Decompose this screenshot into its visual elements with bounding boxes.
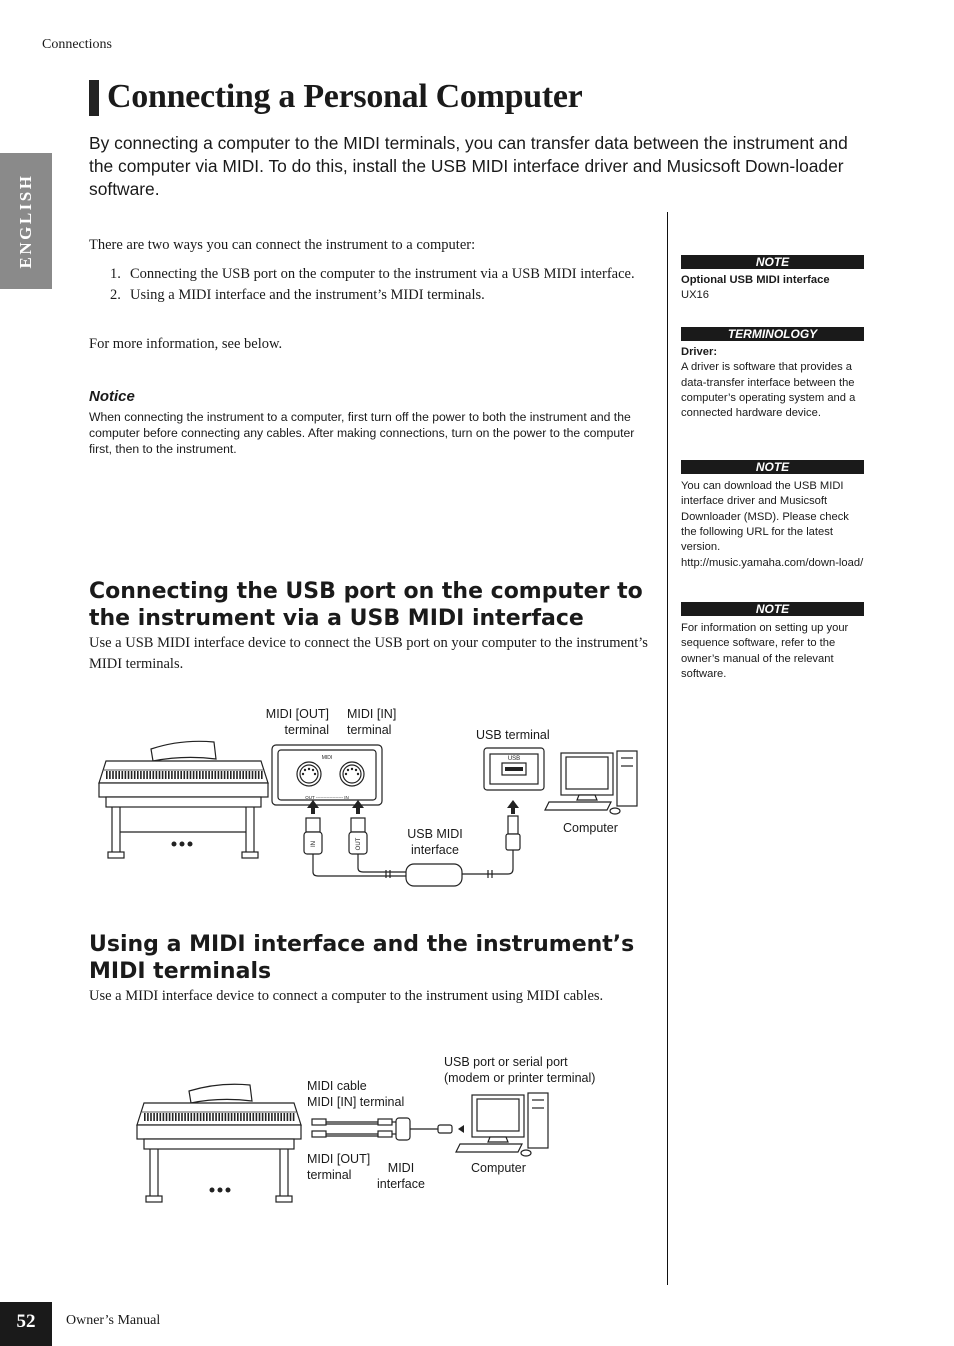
piano-key-mark <box>172 1113 174 1121</box>
piano-key-mark <box>274 1113 276 1121</box>
piano-key-mark <box>261 771 263 779</box>
list-number: 1. <box>110 266 121 282</box>
note-1-text: UX16 <box>681 289 709 302</box>
piano-key-mark <box>137 771 139 779</box>
piano-key-mark <box>268 1113 270 1121</box>
piano-key-mark <box>277 1113 279 1121</box>
piano-key-mark <box>284 1113 286 1121</box>
piano-key-mark <box>293 1113 295 1121</box>
piano-key-mark <box>258 771 260 779</box>
piano-key-mark <box>218 771 220 779</box>
running-head: Connections <box>42 37 112 52</box>
piano-key-mark <box>194 1113 196 1121</box>
piano-key-mark <box>215 1113 217 1121</box>
computer-illustration-2 <box>452 1090 552 1162</box>
piano-key-mark <box>149 771 151 779</box>
piano-key-mark <box>156 771 158 779</box>
piano-key-mark <box>206 1113 208 1121</box>
piano-key-mark <box>233 771 235 779</box>
computer-label: Computer <box>563 821 618 835</box>
piano-key-mark <box>125 771 127 779</box>
piano-key-mark <box>122 771 124 779</box>
piano-key-mark <box>165 771 167 779</box>
piano-key-mark <box>193 771 195 779</box>
piano-key-mark <box>249 771 251 779</box>
piano-key-mark <box>177 771 179 779</box>
note-1-title: Optional USB MIDI interface <box>681 274 830 286</box>
note-1-body <box>681 273 867 304</box>
panel-midi-text: MIDI <box>321 755 333 761</box>
computer-illustration <box>541 748 641 818</box>
list-item <box>110 285 640 306</box>
piano-key-mark <box>252 771 254 779</box>
usb-port-label: USB port or serial port (modem or printer terminal) <box>444 1055 596 1085</box>
piano-key-mark <box>112 771 114 779</box>
piano-key-mark <box>153 771 155 779</box>
piano-key-mark <box>224 771 226 779</box>
piano-key-mark <box>234 1113 236 1121</box>
piano-key-mark <box>227 771 229 779</box>
piano-key-mark <box>166 1113 168 1121</box>
piano-key-mark <box>115 771 117 779</box>
piano-key-mark <box>222 1113 224 1121</box>
piano-key-mark <box>146 771 148 779</box>
usb-panel <box>484 748 544 790</box>
piano-key-mark <box>221 771 223 779</box>
piano-key-mark <box>242 771 244 779</box>
page-title: Connecting a Personal Computer <box>107 78 583 115</box>
panel-usb-text: USB <box>507 756 521 762</box>
piano-key-mark <box>231 1113 233 1121</box>
piano-key-mark <box>128 771 130 779</box>
terminology-body <box>681 345 867 421</box>
piano-key-mark <box>271 1113 273 1121</box>
piano-key-mark <box>160 1113 162 1121</box>
piano-key-mark <box>134 771 136 779</box>
piano-key-mark <box>211 771 213 779</box>
ways-intro: There are two ways you can connect the instrument to a computer: <box>89 237 476 253</box>
piano-key-mark <box>265 1113 267 1121</box>
piano-key-mark <box>259 1113 261 1121</box>
midi-interface-label: MIDI interface <box>377 1161 425 1191</box>
piano-illustration-2 <box>134 1081 309 1206</box>
piano-key-mark <box>209 1113 211 1121</box>
intro-paragraph: By connecting a computer to the MIDI terminals, you can transfer data between the instrument and the computer via MIDI. To do this, install the USB MIDI interface driver and Musicsoft Down-loader software. <box>89 133 848 199</box>
plug-out-text: OUT <box>356 837 362 851</box>
piano-key-mark <box>168 771 170 779</box>
piano-key-mark <box>140 771 142 779</box>
piano-key-mark <box>191 1113 193 1121</box>
piano-key-mark <box>150 1113 152 1121</box>
midi-panel <box>272 745 382 805</box>
note-label-3: NOTE <box>681 602 864 616</box>
piano-key-mark <box>180 771 182 779</box>
piano-key-mark <box>153 1113 155 1121</box>
piano-key-mark <box>253 1113 255 1121</box>
piano-key-mark <box>255 771 257 779</box>
piano-key-mark <box>256 1113 258 1121</box>
piano-key-mark <box>175 1113 177 1121</box>
piano-key-mark <box>196 771 198 779</box>
language-tab <box>0 153 52 289</box>
piano-key-mark <box>228 1113 230 1121</box>
piano-key-mark <box>212 1113 214 1121</box>
piano-key-mark <box>187 771 189 779</box>
piano-key-mark <box>243 1113 245 1121</box>
usb-midi-interface-label: USB MIDI interface <box>407 827 463 857</box>
piano-key-mark <box>156 1113 158 1121</box>
footer-manual: Owner’s Manual <box>66 1313 161 1328</box>
terminology-label: TERMINOLOGY <box>681 327 864 341</box>
midi-out-label-2: MIDI [OUT] terminal <box>307 1152 371 1182</box>
title-bar-marker <box>89 80 99 116</box>
piano-key-mark <box>218 1113 220 1121</box>
midi-in-label: MIDI [IN] terminal <box>347 707 397 737</box>
piano-key-mark <box>178 1113 180 1121</box>
piano-key-mark <box>187 1113 189 1121</box>
piano-illustration <box>96 737 276 862</box>
piano-key-mark <box>174 771 176 779</box>
midi-cable-diagram <box>312 1115 472 1145</box>
piano-key-mark <box>184 1113 186 1121</box>
piano-key-mark <box>184 771 186 779</box>
piano-key-mark <box>159 771 161 779</box>
midi-cable-label: MIDI cable MIDI [IN] terminal <box>307 1079 405 1109</box>
column-divider <box>667 212 668 1285</box>
piano-key-mark <box>203 1113 205 1121</box>
piano-key-mark <box>236 771 238 779</box>
piano-key-mark <box>205 771 207 779</box>
list-text: Using a MIDI interface and the instrument’s MIDI terminals. <box>130 287 485 303</box>
piano-key-mark <box>190 771 192 779</box>
piano-key-mark <box>246 1113 248 1121</box>
midi-section-body: Use a MIDI interface device to connect a computer to the instrument using MIDI cables. <box>89 988 604 1004</box>
piano-key-mark <box>199 771 201 779</box>
language-tab-label: ENGLISH <box>16 173 35 269</box>
note-2-text: You can download the USB MIDI interface driver and Musicsoft Downloader (MSD). Please check the following URL for the latest version. <box>681 480 849 554</box>
piano-key-mark <box>181 1113 183 1121</box>
piano-key-mark <box>106 771 108 779</box>
note-label-2: NOTE <box>681 460 864 474</box>
panel-out-in-text: OUT ------------------ IN <box>305 795 349 800</box>
piano-key-mark <box>143 771 145 779</box>
piano-key-mark <box>197 1113 199 1121</box>
terminology-text: A driver is software that provides a data-transfer interface between the computer’s operating system and a connected hardware device. <box>681 361 856 420</box>
piano-key-mark <box>163 1113 165 1121</box>
piano-key-mark <box>287 1113 289 1121</box>
piano-key-mark <box>162 771 164 779</box>
piano-key-mark <box>215 771 217 779</box>
note-2-body <box>681 479 867 572</box>
piano-key-mark <box>200 1113 202 1121</box>
computer-label-2: Computer <box>471 1161 526 1175</box>
piano-key-mark <box>230 771 232 779</box>
piano-key-mark <box>246 771 248 779</box>
piano-key-mark <box>118 771 120 779</box>
notice-body: When connecting the instrument to a computer, first turn off the power to both the instrument and the computer before connecting any cables. After making connections, turn on the power to the computer first, then to the instrument. <box>89 410 635 456</box>
usb-cable-diagram <box>296 798 536 888</box>
piano-key-mark <box>169 1113 171 1121</box>
list-number: 2. <box>110 287 121 303</box>
piano-key-mark <box>131 771 133 779</box>
download-url: http://music.yamaha.com/down-load/ <box>681 557 864 570</box>
piano-key-mark <box>240 1113 242 1121</box>
midi-out-label: MIDI [OUT] terminal <box>265 707 329 737</box>
piano-key-mark <box>144 1113 146 1121</box>
piano-key-mark <box>249 1113 251 1121</box>
list-text: Connecting the USB port on the computer to the instrument via a USB MIDI interface. <box>130 266 635 282</box>
piano-key-mark <box>280 1113 282 1121</box>
piano-key-mark <box>147 1113 149 1121</box>
terminology-title: Driver: <box>681 346 718 358</box>
piano-key-mark <box>202 771 204 779</box>
piano-key-mark <box>171 771 173 779</box>
piano-key-mark <box>290 1113 292 1121</box>
page-number: 52 <box>16 1311 36 1332</box>
midi-section-heading: Using a MIDI interface and the instrument’s MIDI terminals <box>89 932 635 984</box>
piano-key-mark <box>239 771 241 779</box>
note-3-body: For information on setting up your sequence software, refer to the owner’s manual of the relevant software. <box>681 622 849 680</box>
list-item <box>110 264 640 285</box>
plug-in-text: IN <box>311 841 317 847</box>
note-label-1: NOTE <box>681 255 864 269</box>
piano-key-mark <box>262 1113 264 1121</box>
ways-list <box>110 264 640 306</box>
usb-terminal-label: USB terminal <box>476 728 550 742</box>
usb-section-body: Use a USB MIDI interface device to connect the USB port on your computer to the instrument’s MIDI terminals. <box>89 635 648 672</box>
notice-heading: Notice <box>89 388 135 405</box>
piano-key-mark <box>208 771 210 779</box>
more-info: For more information, see below. <box>89 336 283 352</box>
piano-key-mark <box>109 771 111 779</box>
usb-section-heading: Connecting the USB port on the computer to the instrument via a USB MIDI interface <box>89 579 643 631</box>
piano-key-mark <box>237 1113 239 1121</box>
piano-key-mark <box>225 1113 227 1121</box>
